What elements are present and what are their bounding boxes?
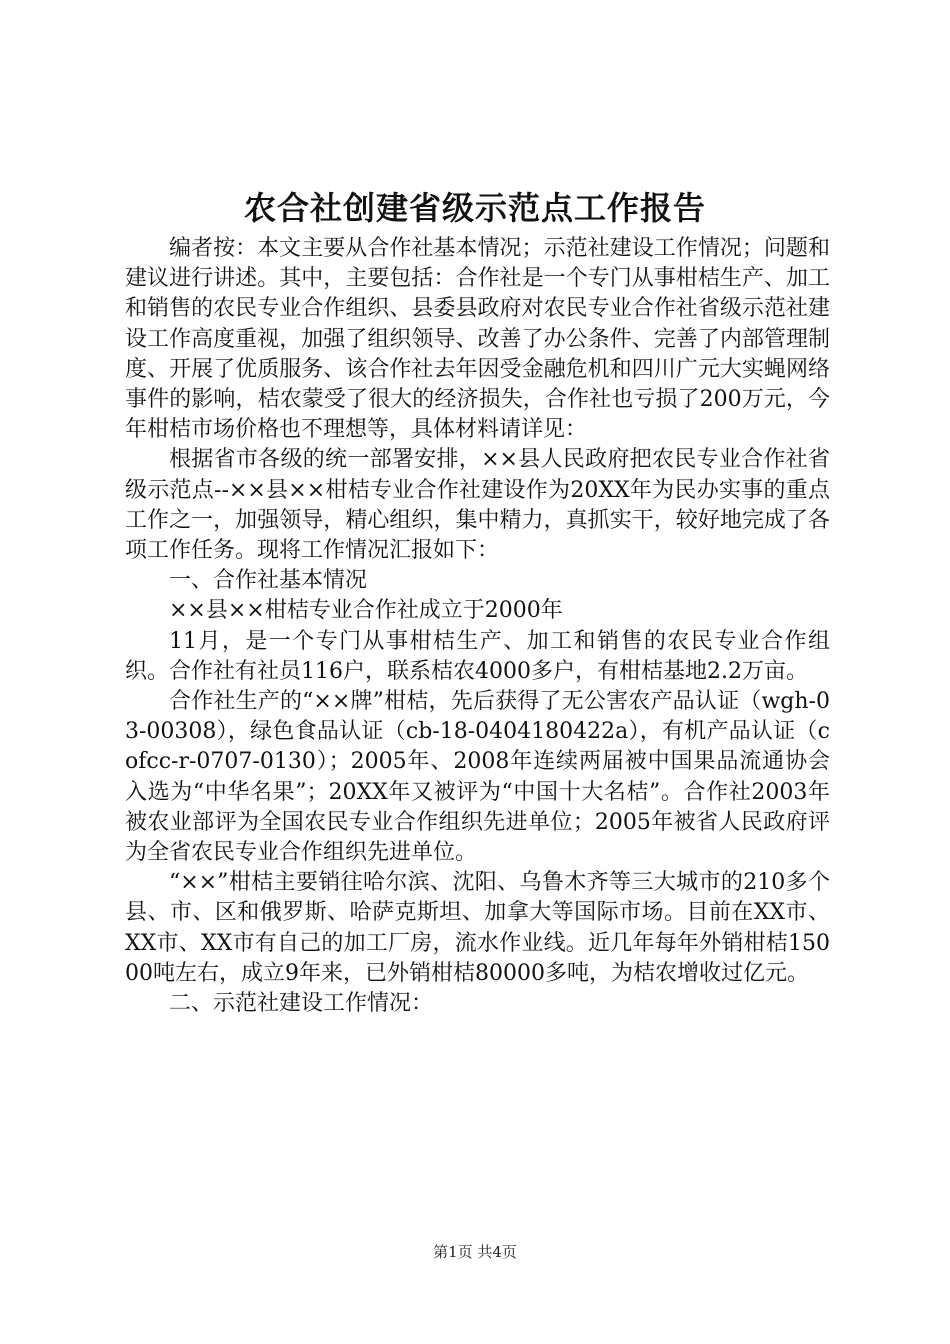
paragraph-certifications: 合作社生产的“××牌”柑桔，先后获得了无公害农产品认证（wgh-03-00308），绿色食品认证（cb-18-0404180422a），有机产品认证（cofcc-r-0707-0130）；2005年、2008年连续两届被中国果品流通协会入选为“中华名果”；20XX年又被评为“中国十大名桔”。合作社2003年被农业部评为全国农民专业合作组织先进单位；2005年被省人民政府评为全省农民专业合作组织先进单位。 (125, 689, 830, 866)
document-body (125, 234, 830, 1019)
paragraph-editor-note: 编者按：本文主要从合作社基本情况；示范社建设工作情况；问题和建议进行讲述。其中，主要包括：合作社是一个专门从事柑桔生产、加工和销售的农民专业合作组织、县委县政府对农民专业合作社省级示范社建设工作高度重视，加强了组织领导、改善了办公条件、完善了内部管理制度、开展了优质服务、该合作社去年因受金融危机和四川广元大实蝇网络事件的影响，桔农蒙受了很大的经济损失，合作社也亏损了200万元，今年柑桔市场价格也不理想等，具体材料请详见： (125, 236, 830, 443)
page-number-footer: 第1页 共4页 (433, 1243, 517, 1261)
document-title: 农合社创建省级示范点工作报告 (243, 189, 706, 227)
paragraph-founding: ××县××柑桔专业合作社成立于2000年 (169, 598, 563, 624)
paragraph-markets: “××”柑桔主要销往哈尔滨、沈阳、乌鲁木齐等三大城市的210多个县、市、区和俄罗斯、哈萨克斯坦、加拿大等国际市场。目前在XX市、XX市、XX市有自己的加工厂房，流水作业线。近几年每年外销柑桔15000吨左右，成立9年来，已外销柑桔80000多吨，为桔农增收过亿元。 (125, 870, 830, 986)
section-heading-basic-info: 一、合作社基本情况 (169, 568, 368, 594)
section-heading-demo-construction: 二、示范社建设工作情况： (169, 991, 434, 1017)
paragraph-profile: 11月，是一个专门从事柑桔生产、加工和销售的农民专业合作组织。合作社有社员116户，联系桔农4000多户，有柑桔基地2.2万亩。 (125, 628, 830, 684)
paragraph-intro: 根据省市各级的统一部署安排，××县人民政府把农民专业合作社省级示范点--××县××柑桔专业合作社建设作为20XX年为民办实事的重点工作之一，加强领导，精心组织，集中精力，真抓实干，较好地完成了各项工作任务。现将工作情况汇报如下： (125, 447, 830, 564)
